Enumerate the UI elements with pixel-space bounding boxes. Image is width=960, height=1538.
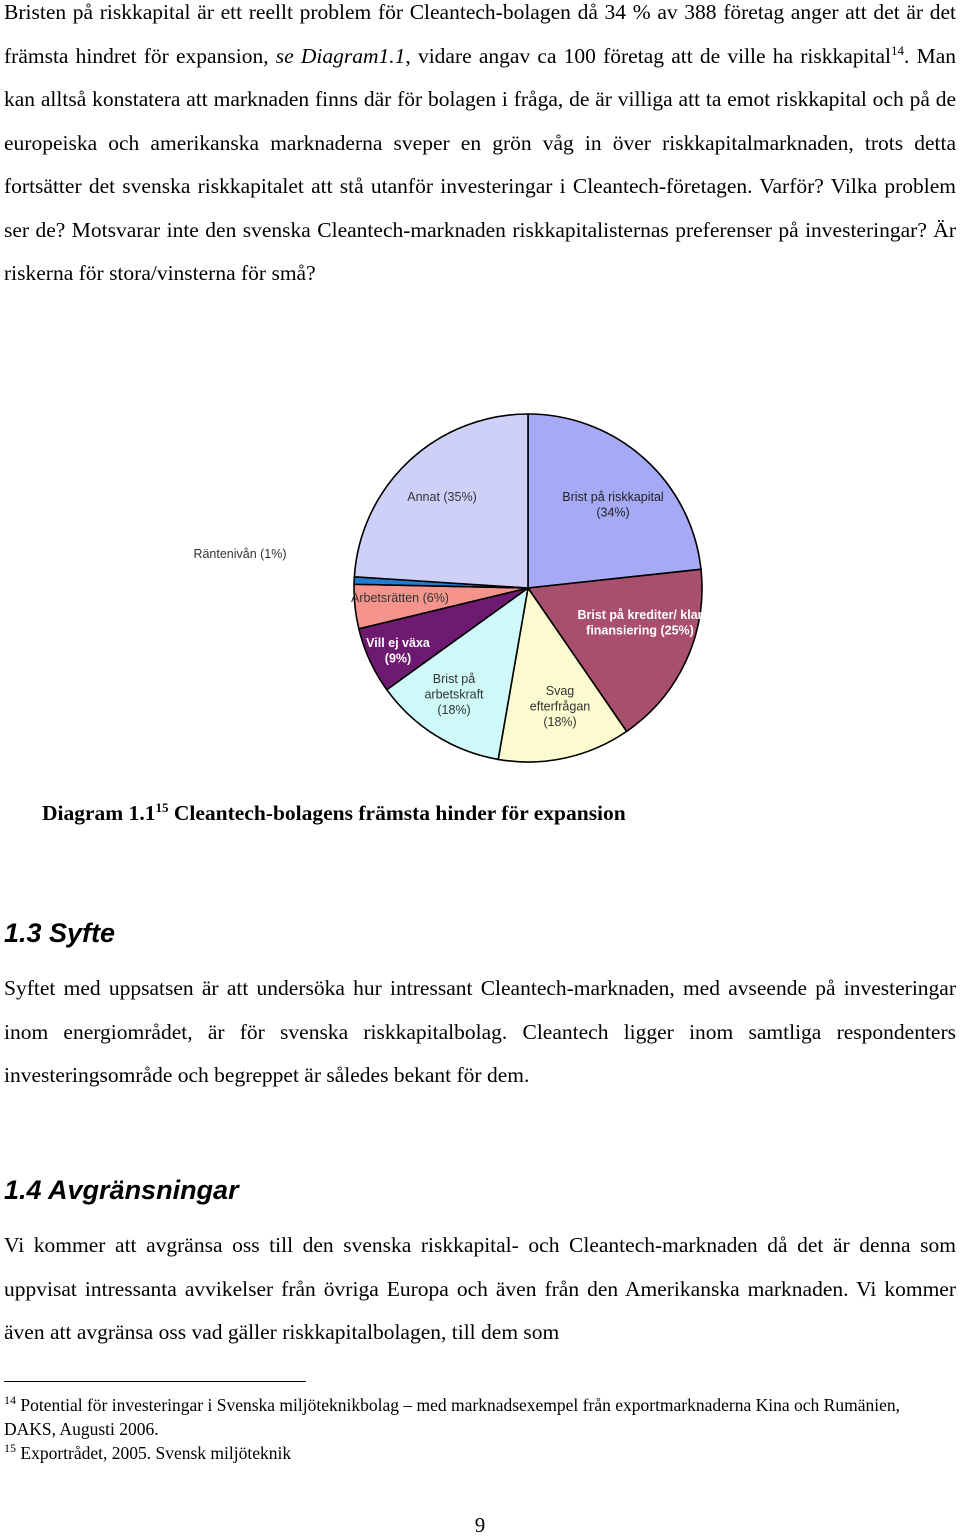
syfte-paragraph: Syftet med uppsatsen är att undersöka hur intressant Cleantech-marknaden, med avseende på investeringar inom energiområdet, är för svenska riskkapitalbolag. Cleantech ligger inom samtliga respondenters investeringsområde och begreppet är således bekant för dem.	[4, 976, 956, 1087]
section-heading-avgransningar: 1.4 Avgränsningar	[4, 1175, 239, 1205]
slice-label-1: Brist på krediter/ klar finansiering (25%)	[577, 608, 703, 638]
slice-label-6: Räntenivån (1%)	[193, 547, 287, 561]
slice-label-3: Brist på arbetskraft (18%)	[424, 672, 484, 717]
pie-chart	[180, 405, 800, 775]
para-text: Bristen på riskkapital är ett reellt problem för Cleantech-bolagen då 34 % av 388 företag anger att det är det främsta hindret för expansion,	[4, 0, 956, 68]
footnote-text: Potential för investeringar i Svenska miljöteknikbolag – med marknadsexempel från exportmarknaderna Kina och Rumänien, DAKS, Augusti 2006.	[4, 1395, 900, 1439]
footnote-ref: 14	[891, 42, 905, 58]
para-text: , vidare angav ca 100 företag att de ville ha riskkapital	[405, 43, 892, 68]
intro-paragraph	[4, 0, 956, 296]
para-text: . Man kan alltså konstatera att marknaden finns där för bolagen i fråga, de är villiga att ta emot riskkapital och på de europeiska och amerikanska marknaderna sveper en grön våg in över riskkapitalmarknaden, trots detta fortsätter det svenska riskkapitalet att stå utanför investeringar i Cleantech-företagen. Varför? Vilka problem ser de? Motsvarar inte den svenska Cleantech-marknaden riskkapitalisternas preferenser på investeringar? Är riskerna för stora/vinsterna för små?	[4, 43, 956, 285]
footnote-14	[4, 1393, 956, 1441]
diagram-caption	[42, 793, 626, 833]
footnote-15	[4, 1441, 956, 1465]
slice-label-0: Brist på riskkapital (34%)	[562, 490, 664, 520]
slice-label-5: Arbetsrätten (6%)	[351, 591, 449, 605]
footnote-ref: 15	[155, 799, 169, 815]
caption-text: Cleantech-bolagens främsta hinder för expansion	[168, 801, 626, 825]
slice-label-7: Annat (35%)	[407, 490, 477, 504]
footnote-separator	[4, 1381, 306, 1382]
slice-label-4: Vill ej växa (9%)	[366, 636, 430, 666]
slice-label-2: Svag efterfrågan (18%)	[529, 684, 591, 729]
avgransningar-paragraph: Vi kommer att avgränsa oss till den svenska riskkapital- och Cleantech-marknaden då det är denna som uppvisat intressanta avvikelser från övriga Europa och även från den Amerikanska marknaden. Vi kommer även att avgränsa oss vad gäller riskkapitalbolagen, till dem som	[4, 1233, 956, 1344]
caption-prefix: Diagram 1.1	[42, 801, 156, 825]
diagram-reference: se Diagram1.1	[275, 43, 406, 68]
footnote-text: Exportrådet, 2005. Svensk miljöteknik	[16, 1443, 292, 1463]
footnote-number: 14	[4, 1393, 16, 1408]
footnote-number: 15	[4, 1441, 16, 1456]
page-number: 9	[474, 1513, 486, 1537]
section-heading-syfte: 1.3 Syfte	[4, 918, 116, 948]
